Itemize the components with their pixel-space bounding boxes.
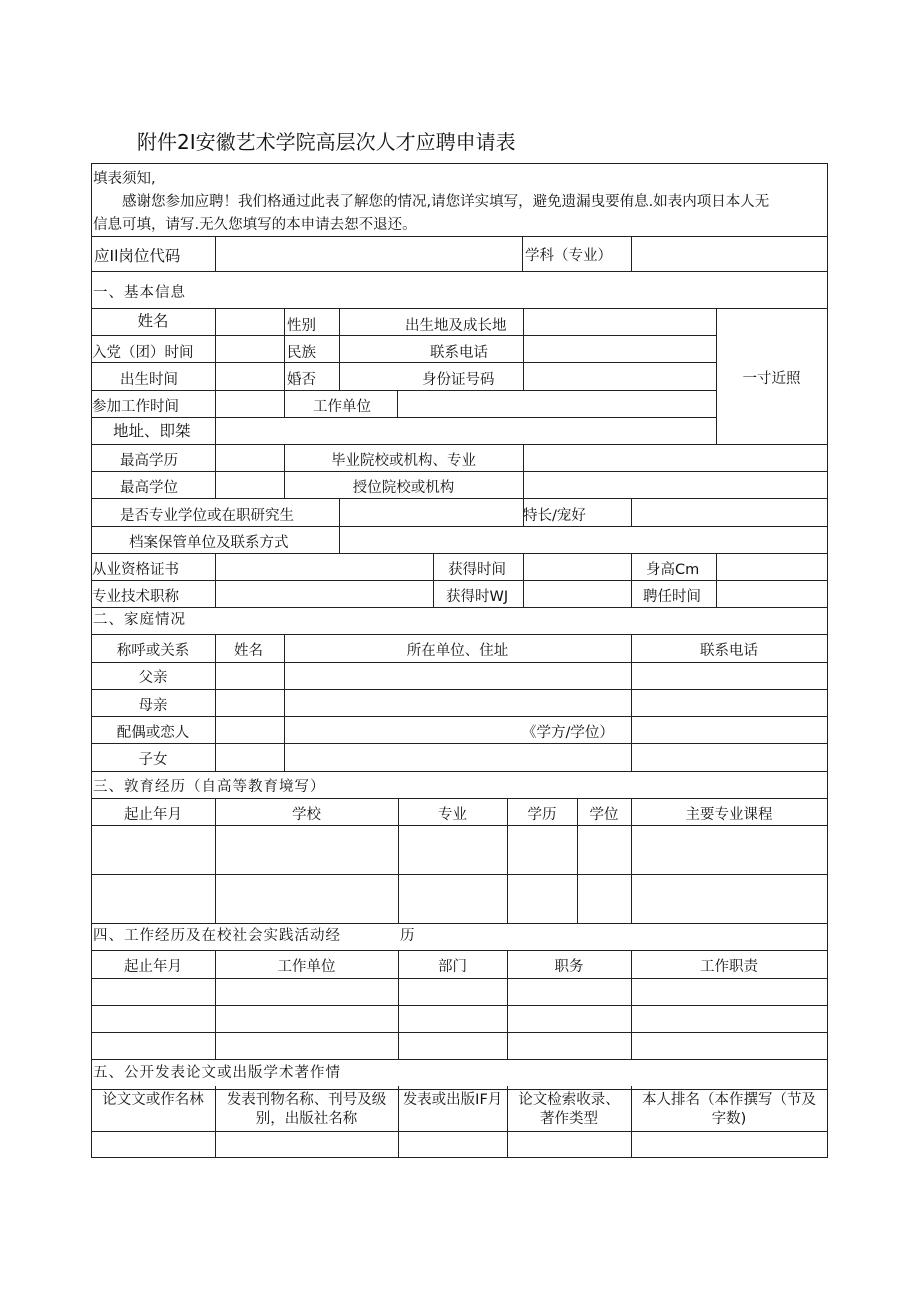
pub-header-index-1: 论文检索收录、 (518, 1092, 620, 1108)
ethnicity-label: 民族 (287, 345, 316, 361)
application-form (91, 163, 828, 1158)
notice-text-line1: 感谢您参加应聘！我们格通过此表了解您的情况,请您详实填写，避免遗漏曳要侑息.如表内项日本人无 (122, 194, 770, 210)
work-header-period: 起止年月 (124, 959, 182, 975)
qualification-label: 从业资格证书 (92, 562, 179, 578)
pub-header-title: 论文文或作名林 (102, 1092, 204, 1108)
edu-header-school: 学校 (292, 807, 321, 823)
family-header-name: 姓名 (234, 643, 263, 659)
family-header-address: 所在单位、住址 (406, 643, 509, 659)
section-publications-heading: 五、公开发表论文或出版学术著作情 (93, 1065, 341, 1081)
gender-label: 性别 (287, 318, 316, 334)
notice-heading: 填表须知, (93, 171, 156, 187)
family-header-phone: 联系电话 (700, 643, 758, 659)
id-number-label: 身份证号码 (422, 372, 495, 388)
pub-header-date: 发表或出版IF月 (402, 1092, 503, 1108)
highest-edu-label: 最高学历 (120, 453, 178, 469)
work-header-unit: 工作单位 (277, 959, 336, 975)
pub-header-rank-2: 字数) (711, 1111, 747, 1127)
family-row-mother: 母亲 (138, 698, 168, 714)
edu-header-major: 专业 (438, 807, 467, 823)
subject-label: 学科（专业） (525, 248, 612, 264)
family-row-children: 子女 (138, 752, 168, 768)
section-basic-info-heading: 一、基本信息 (93, 285, 186, 301)
birth-date-label: 出生时间 (120, 372, 178, 388)
photo-label: 一寸近照 (742, 371, 801, 387)
obtained-time2-label: 获得时WJ (446, 589, 509, 605)
section-work-heading-tail: 历 (400, 928, 416, 944)
post-code-input[interactable] (216, 237, 521, 271)
edu-header-courses: 主要专业课程 (685, 807, 773, 823)
work-header-dept: 部门 (438, 959, 467, 975)
birthplace-label: 出生地及成长地 (405, 318, 507, 334)
marital-label: 婚否 (287, 372, 316, 388)
notice-text-line2: 信息可填，请写.无久您填写的本申请去恕不退还。 (93, 217, 417, 233)
spouse-note: 《学方/学位） (522, 725, 614, 741)
edu-header-degree: 学位 (589, 807, 619, 823)
family-header-relation: 称呼或关系 (116, 643, 190, 659)
pub-header-journal-2: 别，出版社名称 (255, 1111, 358, 1127)
grad-school-label: 毕业院校或机构、专业 (331, 453, 476, 469)
post-code-label: 应Il岗位代码 (94, 247, 181, 265)
work-header-duties: 工作职责 (700, 959, 758, 975)
specialty-label: 特长/宠好 (523, 508, 586, 524)
edu-header-period: 起止年月 (124, 807, 182, 823)
phone-label: 联系电话 (430, 345, 488, 361)
hire-time-label: 聘任时间 (643, 589, 701, 605)
tech-title-label: 专业技术职称 (92, 589, 179, 605)
party-time-label: 入党（团）时间 (92, 345, 194, 361)
name-input[interactable] (216, 309, 283, 335)
highest-degree-label: 最高学位 (120, 480, 178, 496)
archive-label: 档案保管单位及联系方式 (129, 535, 289, 551)
pub-header-journal-1: 发表刊物名称、刊号及级 (226, 1092, 387, 1108)
work-start-label: 参加工作时间 (92, 399, 179, 415)
work-unit-label: 工作单位 (313, 399, 371, 415)
address-label: 地址、即桀 (113, 422, 191, 440)
page-title: 附件2I安徽艺术学院高层次人才应聘申请表 (137, 130, 516, 154)
edu-header-education: 学历 (527, 807, 557, 823)
section-education-heading: 三、敦育经历（自高等教育境写） (93, 779, 326, 795)
obtained-time-label: 获得时间 (448, 562, 506, 578)
subject-input[interactable] (632, 237, 827, 271)
family-row-father: 父亲 (138, 670, 168, 686)
pub-header-index-2: 著作类型 (540, 1111, 598, 1127)
birthplace-input[interactable] (524, 309, 715, 335)
pub-header-rank-1: 本人排名（本作撰写（节及 (642, 1092, 816, 1108)
degree-school-label: 授位院校或机构 (352, 480, 455, 496)
name-label: 姓名 (137, 312, 169, 330)
section-family-heading: 二、家庭情况 (93, 612, 186, 628)
work-header-position: 职务 (554, 959, 584, 975)
section-work-heading: 四、工作经历及在校社会实践活动经 (93, 928, 341, 944)
prof-degree-label: 是否专业学位或在职研究生 (120, 508, 294, 524)
work-unit-input[interactable] (398, 391, 715, 417)
height-label: 身高Cm (646, 562, 700, 578)
family-row-spouse: 配偶或恋人 (116, 725, 190, 741)
address-input[interactable] (216, 418, 715, 444)
